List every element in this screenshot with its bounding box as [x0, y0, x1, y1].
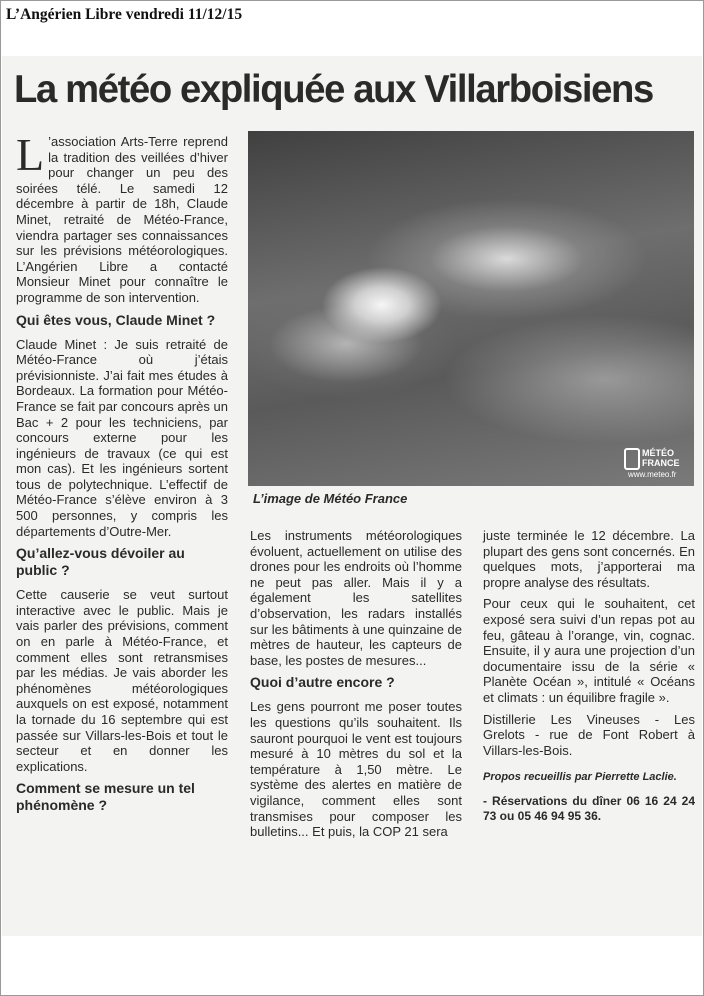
- intro-paragraph: [16, 129, 228, 306]
- answer-2: Cette causerie se veut surtout interactive avec le public. Mais je vais parler des prévisions, comment on en parle à Météo-France, et comment elles sont retransmises par les médias. Je vais aborder les phénomènes météorologiques auxquels on est exposé, notamment la tornade du 16 septembre qui est passée sur Villars-les-Bois et tout le secteur et en donner les explications.: [16, 587, 228, 774]
- answer-4-continued: juste terminée le 12 décembre. La plupart des gens sont concernés. En quelques mots, j’apporterai ma propre analyse des résultats.: [483, 528, 695, 590]
- question-1: Qui êtes vous, Claude Minet ?: [16, 311, 216, 328]
- column-1: [16, 129, 228, 822]
- question-4: Quoi d’autre encore ?: [250, 674, 395, 691]
- reservation-info: - Réservations du dîner 06 16 24 24 73 ou 05 46 94 95 36.: [483, 793, 695, 823]
- logo-line-1: MÉTÉO: [642, 448, 675, 458]
- lieu-paragraph: Distillerie Les Vineuses - Les Grelots - rue de Font Robert à Villars-les-Bois.: [483, 711, 695, 758]
- article-title: La météo expliquée aux Villarboisiens: [14, 68, 653, 111]
- logo-url: www.meteo.fr: [628, 470, 677, 479]
- author-credit: Propos recueillis par Pierrette Laclie.: [483, 771, 677, 784]
- logo-mark-icon: [624, 448, 640, 470]
- question-2: Qu’allez-vous dévoiler au public ?: [16, 545, 185, 579]
- column-2: [250, 528, 462, 846]
- answer-1: Claude Minet : Je suis retraité de Météo-France où j’étais prévisionniste. J’ai fait mes études à Bordeaux. La formation pour Météo-France se fait par concours après un Bac + 2 pour les techniciens, par concours externe pour les ingénieurs de travaux (ce qui est mon cas). Et les ingénieurs sortent tous de polytechnique. L’effectif de Météo-France s’élève environ à 3 500 personnes, y compris les départements d’Outre-Mer.: [16, 336, 228, 539]
- logo-line-2: FRANCE: [642, 458, 680, 468]
- intro-text: ’association Arts-Terre reprend la tradition des veillées d’hiver pour changer un peu des soirées télé. Le samedi 12 décembre à partir de 18h, Claude Minet, retraité de Météo-France, viendra partager ses connaissances sur les prévisions météorologiques. L’Angérien Libre a contacté Monsieur Minet pour connaître le programme de son intervention.: [16, 134, 228, 305]
- repas-paragraph: Pour ceux qui le souhaitent, cet exposé sera suivi d’un repas pot au feu, gâteau à l’orange, vin, cognac. Ensuite, il y aura une projection d’un documentaire issu de la série « Planète Océan », intitulé « Océans et climats : un équilibre fragile ».: [483, 596, 695, 705]
- answer-3: Les instruments météorologiques évoluent, actuellement on utilise des drones pour les endroits où l’homme ne peut pas aller. Mais il y a également les satellites d’observation, les radars installés sur les bâtiments à une quinzaine de mètres de hauteur, les capteurs de base, les postes de mesures...: [250, 528, 462, 668]
- satellite-photo: [248, 131, 694, 486]
- meteo-france-logo: [624, 446, 686, 480]
- dropcap: L: [16, 129, 45, 180]
- answer-4: Les gens pourront me poser toutes les questions qu’ils souhaitent. Ils sauront pourquoi le vent est toujours mesuré à 10 mètres du sol et la température à 1,50 mètre. Le système des alertes en matière de vigilance, comment elles sont transmises pour composer les bulletins... Et puis, la COP 21 sera: [250, 699, 462, 840]
- photo-caption: L’image de Météo France: [253, 491, 408, 506]
- column-3: [483, 528, 695, 830]
- question-3: Comment se mesure un tel phénomène ?: [16, 780, 195, 814]
- publication-header: L’Angérien Libre vendredi 11/12/15: [6, 6, 243, 23]
